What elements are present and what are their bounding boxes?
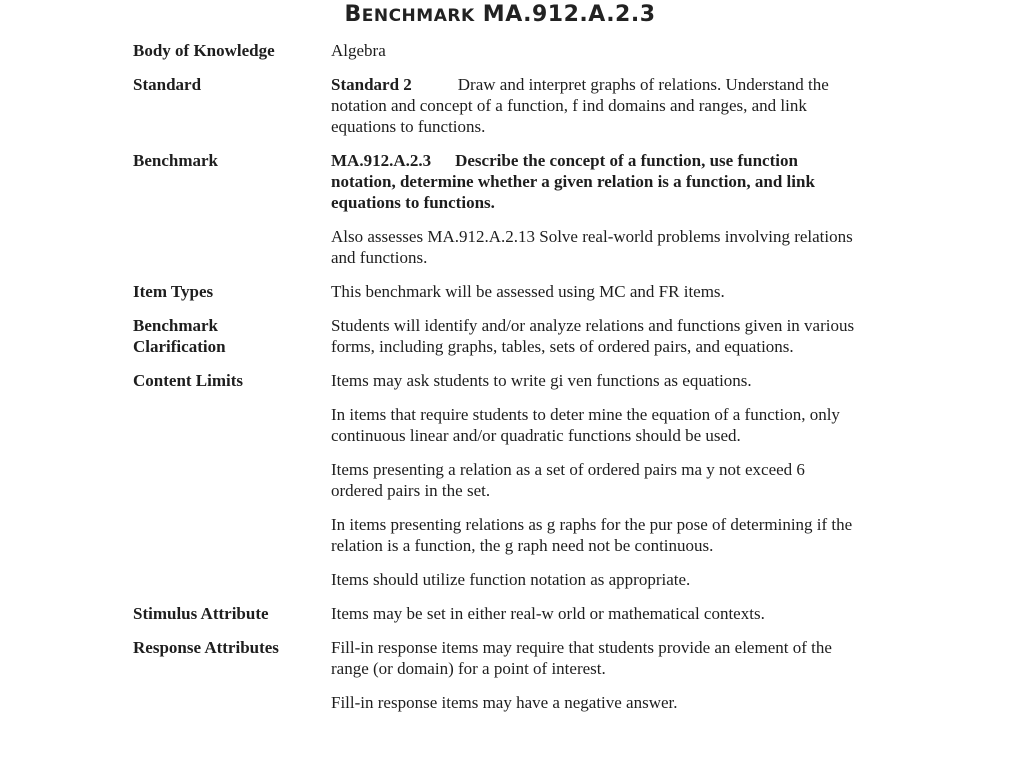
content-limit-5: Items should utilize function notation as appropriate. xyxy=(331,570,691,589)
standard-tag: Standard 2 xyxy=(331,75,412,94)
row-label: Item Types xyxy=(133,282,214,301)
clarification-label-line1: Benchmark xyxy=(133,316,218,335)
row-content xyxy=(331,637,861,713)
content-limit-4: In items presenting relations as g raphs for the pur pose of determining if the relation is a function, the g raph need not be continuous. xyxy=(331,515,853,555)
title-code: MA.912.A.2.3 xyxy=(482,2,656,27)
row-content xyxy=(331,315,861,357)
row-content-limits xyxy=(133,370,873,590)
row-content xyxy=(331,603,861,624)
stimulus-text: Items may be set in either real-w orld or mathematical contexts. xyxy=(331,604,765,623)
row-label: Standard xyxy=(133,75,202,94)
row-label: Stimulus Attribute xyxy=(133,604,269,623)
clarification-text: Students will identify and/or analyze relations and functions given in various forms, including graphs, tables, sets of ordered pairs, and equations. xyxy=(331,316,855,356)
benchmark-description: Describe the concept of a function, use function notation, determine whether a given relation is a function, and link equations to functions. xyxy=(331,151,815,212)
clarification-label-line2: Clarification xyxy=(133,337,226,356)
row-label: Benchmark xyxy=(133,151,218,170)
response-attribute-1: Fill-in response items may require that students provide an element of the range (or domain) for a point of interest. xyxy=(331,638,832,678)
row-benchmark xyxy=(133,150,873,268)
also-assesses-text: Also assesses MA.912.A.2.13 Solve real-world problems involving relations and functions. xyxy=(331,227,853,267)
title-prefix-initial: B xyxy=(344,2,362,27)
row-response-attributes xyxy=(133,637,873,713)
row-label: Content Limits xyxy=(133,371,244,390)
benchmark-paragraph xyxy=(331,150,861,213)
page-title xyxy=(0,2,1000,27)
title-prefix-rest: ENCHMARK xyxy=(361,6,475,26)
response-attribute-2: Fill-in response items may have a negative answer. xyxy=(331,693,678,712)
row-content xyxy=(331,74,861,137)
row-label: Response Attributes xyxy=(133,638,279,657)
row-content xyxy=(331,150,861,268)
row-standard xyxy=(133,74,873,137)
body-of-knowledge-text: Algebra xyxy=(331,41,386,60)
content-limit-1: Items may ask students to write gi ven functions as equations. xyxy=(331,371,752,390)
row-content xyxy=(331,40,861,61)
specification-table xyxy=(133,40,873,726)
item-types-text: This benchmark will be assessed using MC and FR items. xyxy=(331,282,725,301)
row-benchmark-clarification xyxy=(133,315,873,357)
row-label xyxy=(133,315,331,357)
row-content xyxy=(331,370,861,590)
content-limit-3: Items presenting a relation as a set of ordered pairs ma y not exceed 6 ordered pairs in the set. xyxy=(331,460,805,500)
row-content xyxy=(331,281,861,302)
row-stimulus-attribute xyxy=(133,603,873,624)
row-item-types xyxy=(133,281,873,302)
standard-text: Draw and interpret graphs of relations. Understand the notation and concept of a function, f ind domains and ranges, and link equations to functions. xyxy=(331,75,829,136)
benchmark-code: MA.912.A.2.3 xyxy=(331,151,432,170)
standard-paragraph xyxy=(331,74,861,137)
content-limit-2: In items that require students to deter mine the equation of a function, only continuous linear and/or quadratic functions should be used. xyxy=(331,405,840,445)
row-body-of-knowledge xyxy=(133,40,873,61)
row-label: Body of Knowledge xyxy=(133,41,275,60)
